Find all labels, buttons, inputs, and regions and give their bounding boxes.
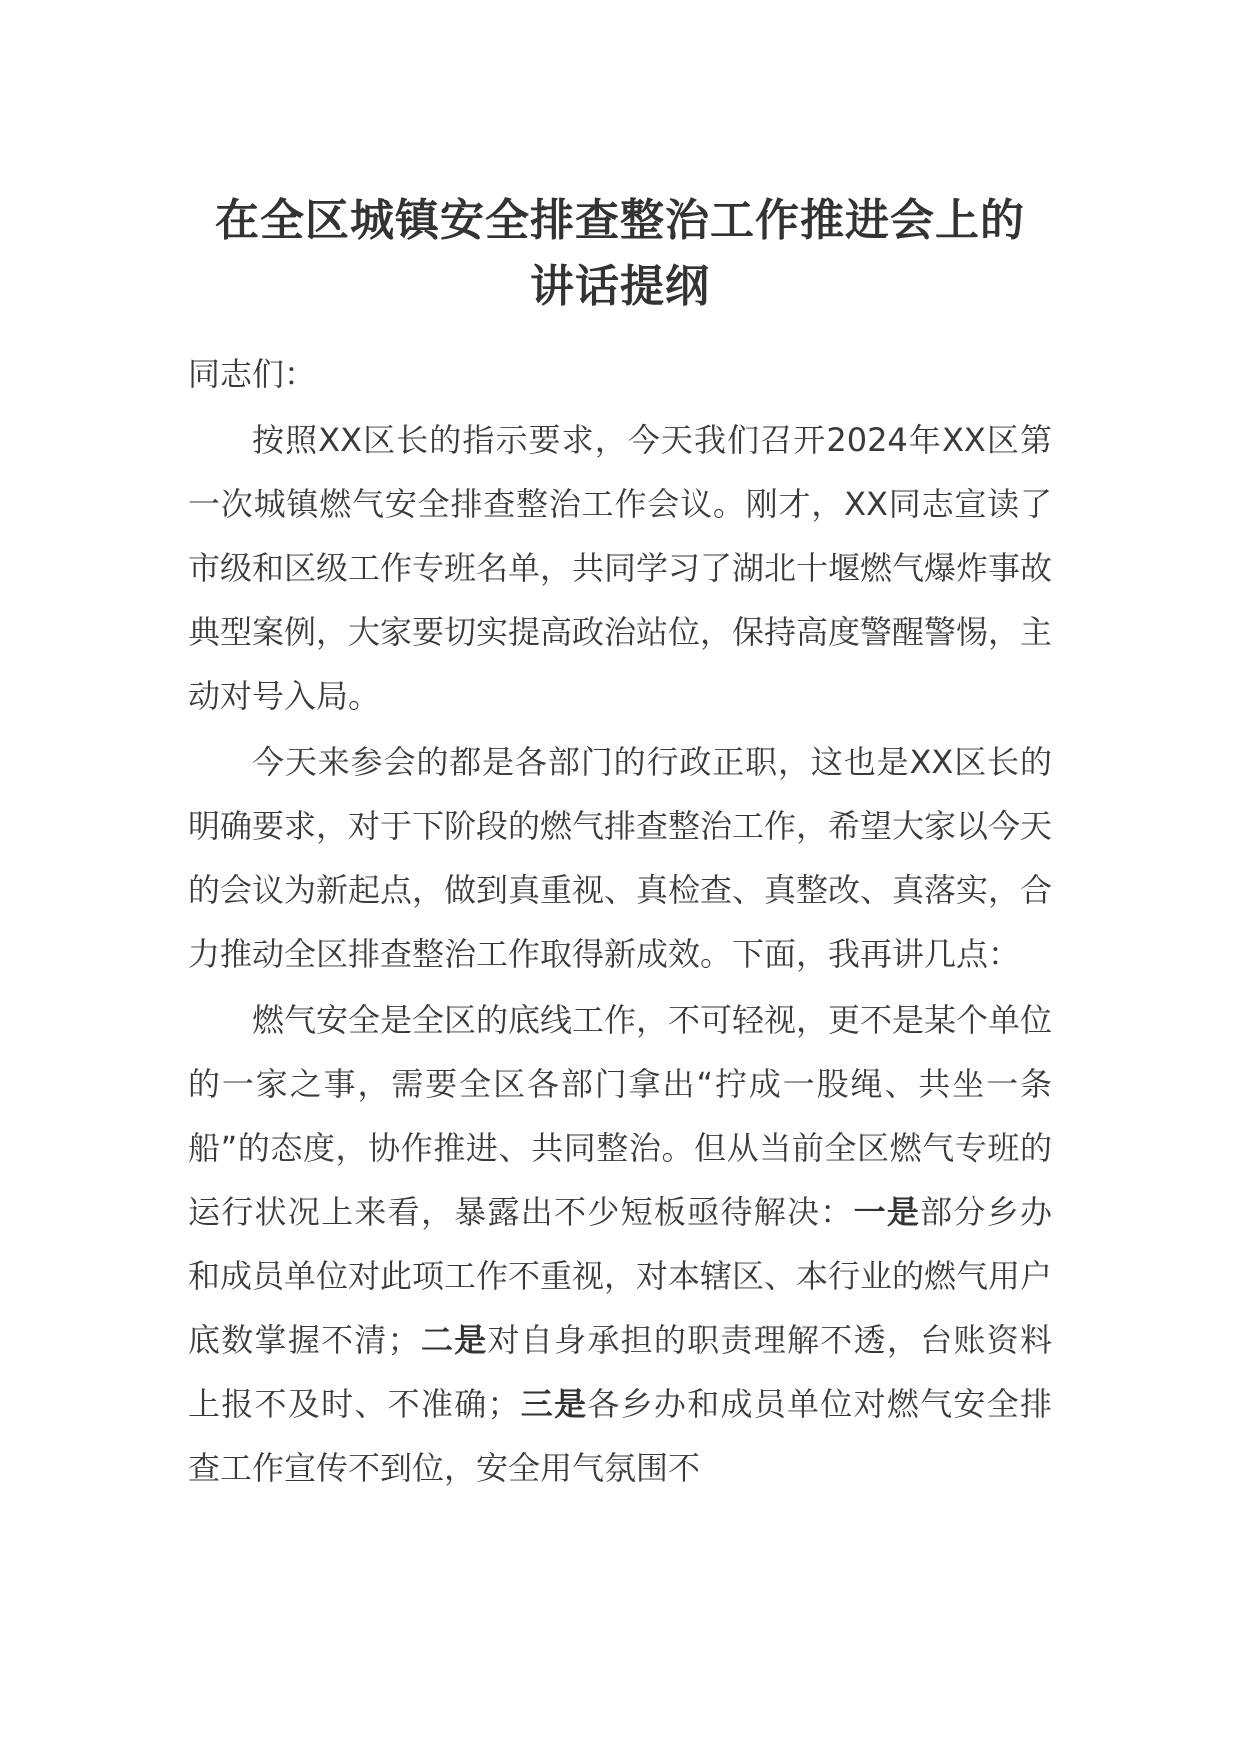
paragraph-2: 今天来参会的都是各部门的行政正职，这也是XX区长的明确要求，对于下阶段的燃气排查整治工作，希望大家以今天的会议为新起点，做到真重视、真检查、真整改、真落实，合力推动全区排查整治工作取得新成效。下面，我再讲几点： xyxy=(188,743,1053,973)
paragraph-3-part-3: 对自身承担的职责理解不透，台账资料上报不及时、不准确； xyxy=(188,1321,1052,1423)
point-two-label: 二是 xyxy=(419,1321,488,1359)
paragraph-1: 按照XX区长的指示要求，今天我们召开2024年XX区第一次城镇燃气安全排查整治工作会议。刚才，XX同志宣读了市级和区级工作专班名单，共同学习了湖北十堰燃气爆炸事故典型案例，大家要切实提高政治站位，保持高度警醒警惕，主动对号入局。 xyxy=(188,421,1053,715)
salutation: 同志们： xyxy=(188,355,317,393)
point-one-label: 一是 xyxy=(853,1193,921,1231)
title-line-1: 在全区城镇安全排查整治工作推进会上的 xyxy=(215,195,1025,246)
paragraph-3-part-1: 燃气安全是全区的底线工作，不可轻视，更不是某个单位的一家之事，需要全区各部门拿出“拧成一股绳、共坐一条船”的态度，协作推进、共同整治。但从当前全区燃气专班的运行状况上来看，暴露出不少短板亟待解决： xyxy=(188,1001,1053,1231)
title-line-2: 讲话提纲 xyxy=(530,261,710,312)
document-title xyxy=(188,188,1052,320)
document-page xyxy=(188,188,1052,1500)
point-three-label: 三是 xyxy=(519,1385,588,1423)
paragraph-3 xyxy=(188,988,1052,1500)
paragraph-3-part-4: 各乡办和成员单位对燃气安全排查工作宣传不到位，安全用气氛围不 xyxy=(188,1385,1052,1487)
paragraph-3-part-2: 部分乡办和成员单位对此项工作不重视，对本辖区、本行业的燃气用户底数掌握不清； xyxy=(188,1193,1053,1359)
